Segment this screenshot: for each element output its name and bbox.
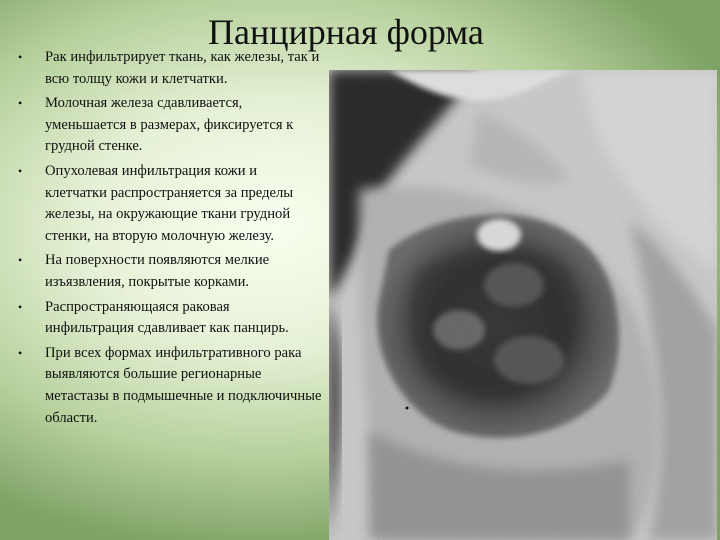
bullet-item	[10, 250, 322, 293]
clinical-photo-image	[329, 70, 717, 540]
bullet-icon: •	[18, 253, 23, 268]
bullet-item	[10, 161, 322, 247]
clinical-photo	[329, 70, 717, 540]
bullet-text: Распространяющаяся раковая инфильтрация сдавливает как панцирь.	[45, 298, 289, 337]
bullet-item	[10, 93, 322, 158]
bullet-list	[10, 47, 322, 432]
bullet-icon: •	[18, 163, 23, 178]
bullet-icon: •	[18, 50, 23, 64]
bullet-text: На поверхности появляются мелкие изъязвления, покрытые корками.	[45, 252, 270, 290]
bullet-icon: •	[18, 96, 23, 111]
bullet-text: Рак инфильтрирует ткань, как железы, так и всю толщу кожи и клетчатки.	[45, 49, 320, 87]
bullet-icon: •	[18, 299, 23, 314]
bullet-text: Молочная железа сдавливается, уменьшается в размерах, фиксируется к грудной стенке.	[45, 95, 294, 155]
bullet-item	[10, 47, 322, 90]
slide-title: Панцирная форма	[208, 12, 484, 52]
bullet-icon: •	[18, 345, 23, 360]
bullet-item	[10, 297, 322, 340]
bullet-text: При всех формах инфильтративного рака выявляются большие регионарные метастазы в подмышечные и подключичные области.	[45, 344, 322, 426]
bullet-item	[10, 343, 322, 429]
bullet-text: Опухолевая инфильтрация кожи и клетчатки распространяется за пределы железы, на окружающие ткани грудной стенки, на вторую молочную железу.	[45, 162, 294, 244]
